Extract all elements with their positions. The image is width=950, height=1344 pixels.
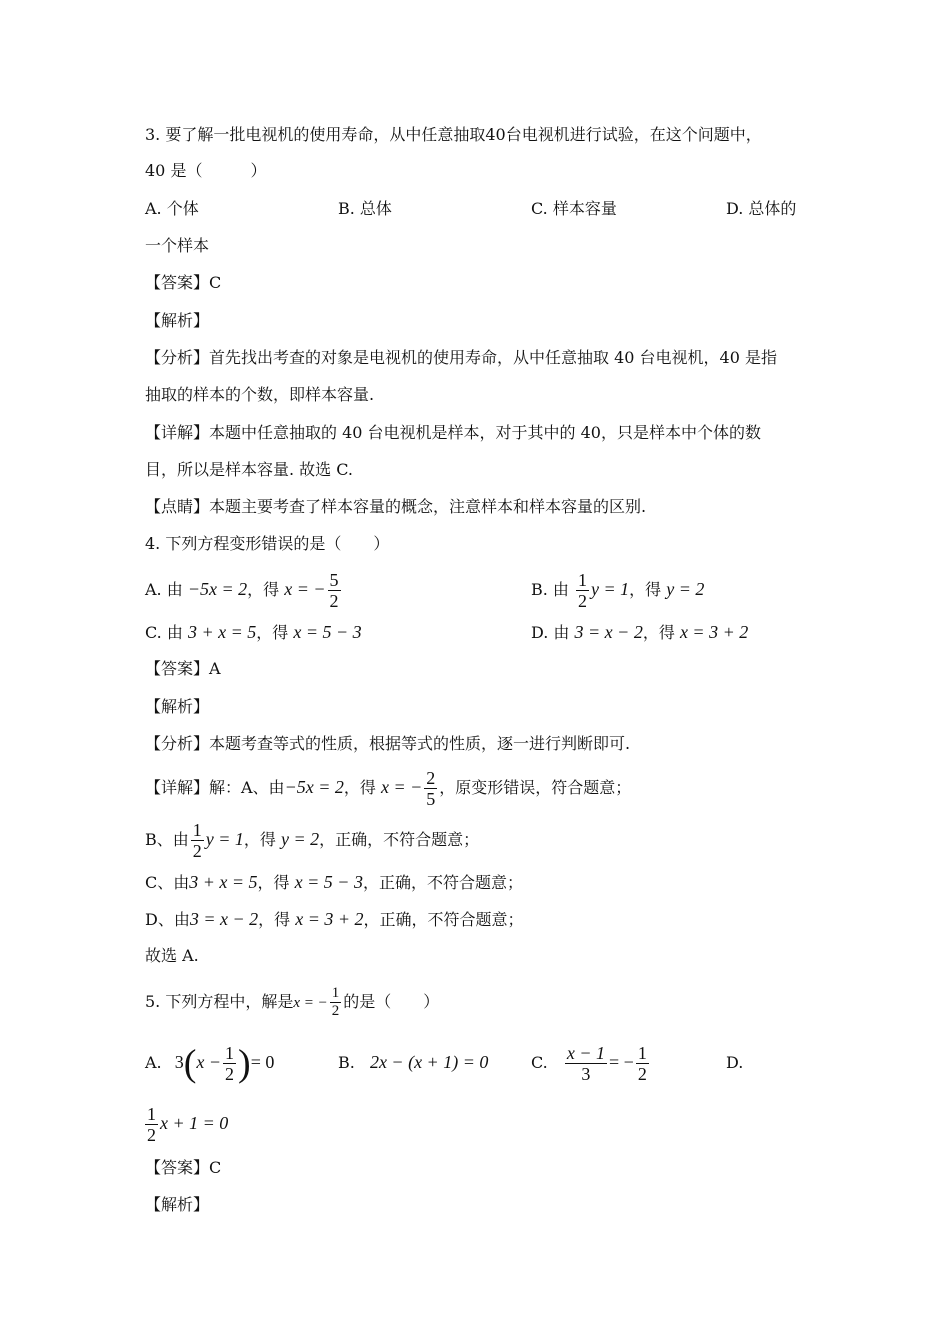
q3-answer: 【答案】C <box>145 273 222 292</box>
q4-option-c-eq2: x = 5 − 3 <box>293 622 362 642</box>
q4-detail-d-post: ，正确，不符合题意； <box>363 910 524 929</box>
fraction-denominator: 2 <box>192 841 202 861</box>
q4-detail-a-post: ，原变形错误，符合题意； <box>439 778 632 797</box>
fraction-denominator: 2 <box>147 1125 156 1145</box>
q4-detail-d-eq2: x = 3 + 2 <box>295 909 364 929</box>
q3-stem-line1: 3. 要了解一批电视机的使用寿命，从中任意抽取40台电视机进行试验，在这个问题中， <box>145 125 762 144</box>
q4-detail-b-pre: B、由 <box>145 830 189 849</box>
q4-detail-b <box>145 818 479 861</box>
q4-detail-a-fraction <box>424 769 437 808</box>
q5-option-d-eq: x + 1 = 0 <box>160 1113 229 1133</box>
q5-option-c-fraction-left <box>565 1044 607 1083</box>
q4-detail-b-eq1: y = 1 <box>205 829 244 849</box>
q4-option-d-eq2: x = 3 + 2 <box>679 622 749 642</box>
q5-option-a-coef: 3 <box>174 1052 184 1072</box>
q5-option-d-fraction <box>145 1105 158 1144</box>
q4-option-d-mid: ，得 <box>642 623 675 642</box>
fraction-numerator: 2 <box>426 768 436 788</box>
q4-detail-d-mid: ，得 <box>258 910 291 929</box>
q3-option-c: C. 样本容量 <box>531 199 617 218</box>
q5-option-d-label: D. <box>726 1053 744 1072</box>
q4-detail-b-post: ，正确，不符合题意； <box>319 830 480 849</box>
q4-detail-a-pre: 【详解】解：A、由 <box>145 778 285 797</box>
q4-option-a-mid: ，得 <box>247 580 280 599</box>
q5-option-a <box>145 1038 274 1087</box>
fraction-denominator: 2 <box>329 591 339 611</box>
q5-analysis-heading: 【解析】 <box>145 1195 210 1214</box>
q4-option-b-mid: ，得 <box>629 580 662 599</box>
fraction-numerator: 1 <box>637 1043 647 1063</box>
q5-option-b-eq: 2x − (x + 1) = 0 <box>369 1052 489 1072</box>
q4-detail-d-eq1: 3 = x − 2 <box>189 909 259 929</box>
q3-option-b: B. 总体 <box>338 199 392 218</box>
q3-stem-line2: 40 是（ ） <box>145 161 267 180</box>
fraction-numerator: 1 <box>331 985 340 1001</box>
q3-analysis-heading: 【解析】 <box>145 311 210 330</box>
q4-detail-a-eq2: x = − <box>380 777 423 797</box>
q5-option-c-fraction-right <box>636 1044 649 1083</box>
fraction-numerator: 1 <box>578 570 588 590</box>
q4-detail-a <box>145 766 631 809</box>
q3-xiangjie-line1: 【详解】本题中任意抽取的 40 台电视机是样本，对于其中的 40，只是样本中个体的数 <box>145 423 761 442</box>
q5-option-a-x: x − <box>196 1052 222 1072</box>
q4-option-b-eq1: y = 1 <box>591 579 630 599</box>
q4-fenxi: 【分析】本题考查等式的性质，根据等式的性质，逐一进行判断即可. <box>145 734 631 753</box>
q3-xiangjie-line2: 目，所以是样本容量. 故选 C. <box>145 460 354 479</box>
q5-stem-pre: 5. 下列方程中，解是 <box>145 992 294 1011</box>
q5-stem-fraction <box>330 986 342 1019</box>
q4-detail-c-post: ，正确，不符合题意； <box>362 873 523 892</box>
fraction-denominator: 3 <box>581 1064 591 1084</box>
q5-option-c-mid: = − <box>609 1052 634 1072</box>
fraction-denominator: 5 <box>426 789 436 809</box>
q4-option-c-mid: ，得 <box>256 623 289 642</box>
q4-option-a-eq1: −5x = 2 <box>187 579 248 599</box>
q4-stem: 4. 下列方程变形错误的是（ ） <box>145 534 390 553</box>
q4-detail-c-mid: ，得 <box>257 873 290 892</box>
q3-option-a: A. 个体 <box>145 199 199 218</box>
q5-option-b <box>338 1038 488 1087</box>
q3-option-d: D. 总体的 <box>726 199 797 218</box>
q4-detail-d-pre: D、由 <box>145 910 190 929</box>
q4-option-a-label: A. 由 <box>145 580 183 599</box>
q5-option-b-label: B. <box>338 1053 355 1072</box>
right-paren: ) <box>238 1042 251 1085</box>
left-paren: ( <box>183 1042 197 1085</box>
q5-stem <box>145 982 439 1023</box>
q3-fenxi-line2: 抽取的样本的个数，即样本容量. <box>145 385 375 404</box>
q4-option-b-fraction <box>576 571 589 610</box>
q5-option-c <box>531 1038 651 1087</box>
q3-dianjing: 【点睛】本题主要考查了样本容量的概念，注意样本和样本容量的区别. <box>145 497 647 516</box>
fraction-denominator: 2 <box>331 1003 340 1019</box>
q4-option-b-eq2: y = 2 <box>666 579 705 599</box>
q4-detail-c-eq1: 3 + x = 5 <box>189 872 258 892</box>
q4-option-c-label: C. 由 <box>145 623 183 642</box>
fraction-denominator: 2 <box>225 1064 235 1084</box>
q4-option-a-eq2: x = − <box>284 579 326 599</box>
fraction-denominator: 2 <box>578 591 588 611</box>
q5-stem-eq: x = − <box>293 995 328 1011</box>
q4-conclusion: 故选 A. <box>145 946 199 965</box>
q5-option-c-label: C. <box>531 1053 548 1072</box>
q4-option-b-label: B. 由 <box>531 580 569 599</box>
q5-option-a-fraction <box>223 1044 236 1083</box>
q4-detail-b-mid: ，得 <box>243 830 276 849</box>
q4-option-c <box>145 621 362 644</box>
q5-answer: 【答案】C <box>145 1158 222 1177</box>
q4-option-b <box>531 570 704 610</box>
q3-option-d-continued: 一个样本 <box>145 236 210 255</box>
q5-stem-post: 的是（ ） <box>343 992 440 1011</box>
fraction-denominator: 2 <box>637 1064 647 1084</box>
q5-option-a-post: = 0 <box>250 1052 275 1072</box>
q4-detail-a-eq1: −5x = 2 <box>284 777 344 797</box>
q4-detail-c-eq2: x = 5 − 3 <box>294 872 363 892</box>
q4-detail-b-fraction <box>191 821 204 860</box>
q4-option-c-eq1: 3 + x = 5 <box>187 622 257 642</box>
q4-detail-c-pre: C、由 <box>145 873 190 892</box>
fraction-numerator: 1 <box>225 1043 235 1063</box>
fraction-numerator: 1 <box>147 1104 156 1124</box>
q4-option-d-eq1: 3 = x − 2 <box>574 622 643 642</box>
q4-option-d <box>531 621 748 644</box>
fraction-numerator: x − 1 <box>566 1043 605 1063</box>
q4-option-d-label: D. 由 <box>531 623 570 642</box>
fraction-numerator: 1 <box>192 820 202 840</box>
q4-detail-a-mid: ，得 <box>343 778 376 797</box>
q3-fenxi-line1: 【分析】首先找出考查的对象是电视机的使用寿命，从中任意抽取 40 台电视机，40 是指 <box>145 348 777 367</box>
q4-option-a-fraction <box>328 571 341 610</box>
q4-option-a <box>145 570 343 610</box>
q4-detail-d <box>145 908 524 931</box>
q4-detail-b-eq2: y = 2 <box>281 829 320 849</box>
q4-analysis-heading: 【解析】 <box>145 697 210 716</box>
q4-detail-c <box>145 871 523 894</box>
fraction-numerator: 5 <box>329 570 339 590</box>
q4-answer: 【答案】A <box>145 659 221 678</box>
q5-option-d <box>145 1102 228 1145</box>
q5-option-a-label: A. <box>145 1053 162 1072</box>
